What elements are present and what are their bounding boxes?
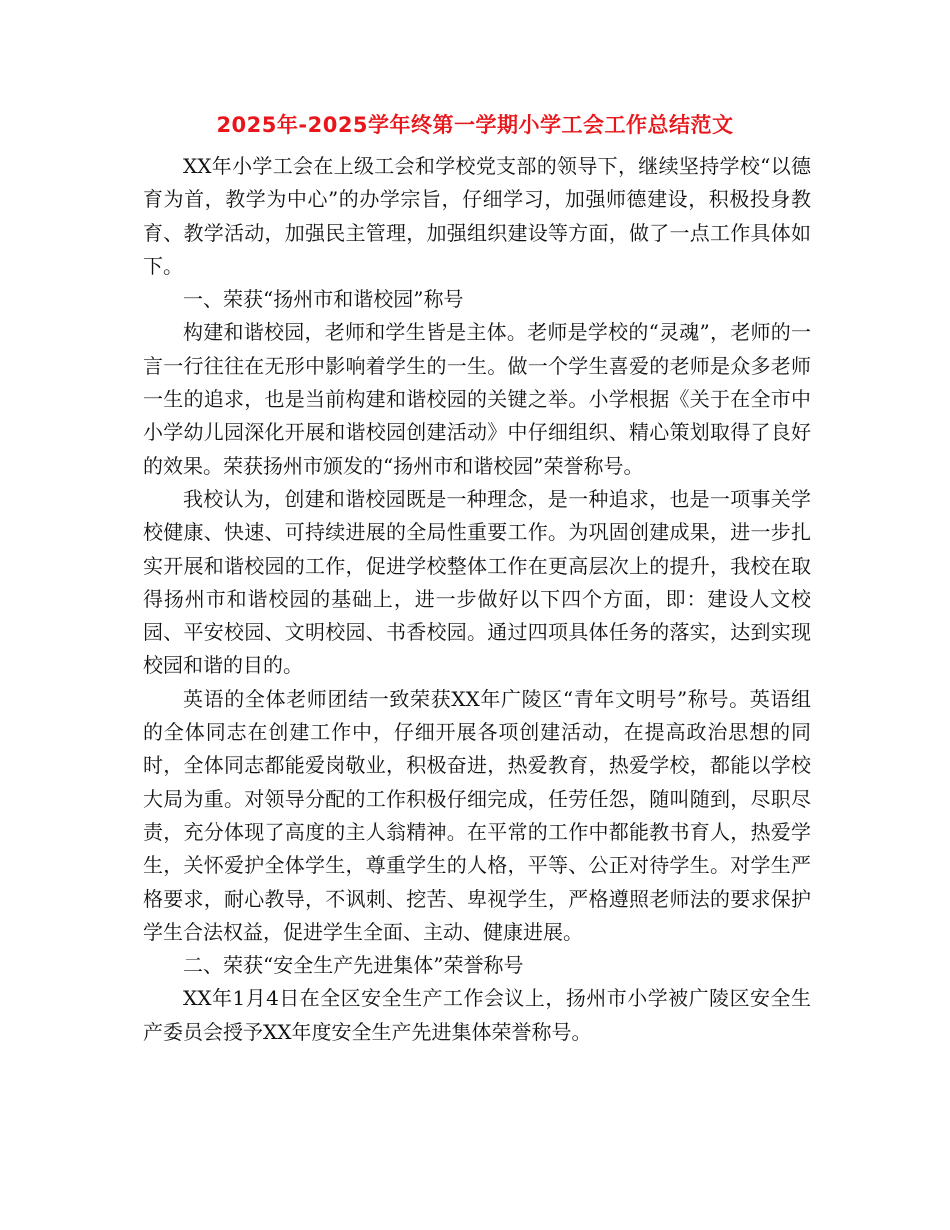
- section-heading-2: 二、荣获“安全生产先进集体”荣誉称号: [183, 953, 524, 978]
- section-heading-1: 一、荣获“扬州市和谐校园”称号: [183, 287, 464, 312]
- body-paragraph: 我校认为，创建和谐校园既是一种理念，是一种追求，也是一项事关学校健康、快速、可持续进展的全局性重要工作。为巩固创建成果，进一步扎实开展和谐校园的工作，促进学校整体工作在更高层次上的提升，我校在取得扬州市和谐校园的基础上，进一步做好以下四个方面，即：建设人文校园、平安校园、文明校园、书香校园。通过四项具体任务的落实，达到实现校园和谐的目的。: [143, 486, 811, 678]
- body-paragraph: 英语的全体老师团结一致荣获XX年广陵区“青年文明号”称号。英语组的全体同志在创建工作中，仔细开展各项创建活动，在提高政治思想的同时，全体同志都能爱岗敬业，积极奋进，热爱教育，热爱学校，都能以学校大局为重。对领导分配的工作积极仔细完成，任劳任怨，随叫随到，尽职尽责，充分体现了高度的主人翁精神。在平常的工作中都能教书育人，热爱学生，关怀爱护全体学生，尊重学生的人格，平等、公正对待学生。对学生严格要求，耐心教导，不讽刺、挖苦、卑视学生，严格遵照老师法的要求保护学生合法权益，促进学生全面、主动、健康进展。: [143, 686, 811, 944]
- body-paragraph: 构建和谐校园，老师和学生皆是主体。老师是学校的“灵魂”，老师的一言一行往往在无形中影响着学生的一生。做一个学生喜爱的老师是众多老师一生的追求，也是当前构建和谐校园的关键之举。小学根据《关于在全市中小学幼儿园深化开展和谐校园创建活动》中仔细组织、精心策划取得了良好的效果。荣获扬州市颁发的“扬州市和谐校园”荣誉称号。: [143, 320, 811, 478]
- intro-paragraph: XX年小学工会在上级工会和学校党支部的领导下，继续坚持学校“以德育为首，教学为中心”的办学宗旨，仔细学习，加强师德建设，积极投身教育、教学活动，加强民主管理，加强组织建设等方面，做了一点工作具体如下。: [143, 154, 811, 278]
- document-title: 2025年-2025学年终第一学期小学工会工作总结范文: [216, 113, 734, 137]
- document-body: [143, 150, 811, 1049]
- body-paragraph: XX年1月4日在全区安全生产工作会议上，扬州市小学被广陵区安全生产委员会授予XX年度安全生产先进集体荣誉称号。: [143, 986, 811, 1044]
